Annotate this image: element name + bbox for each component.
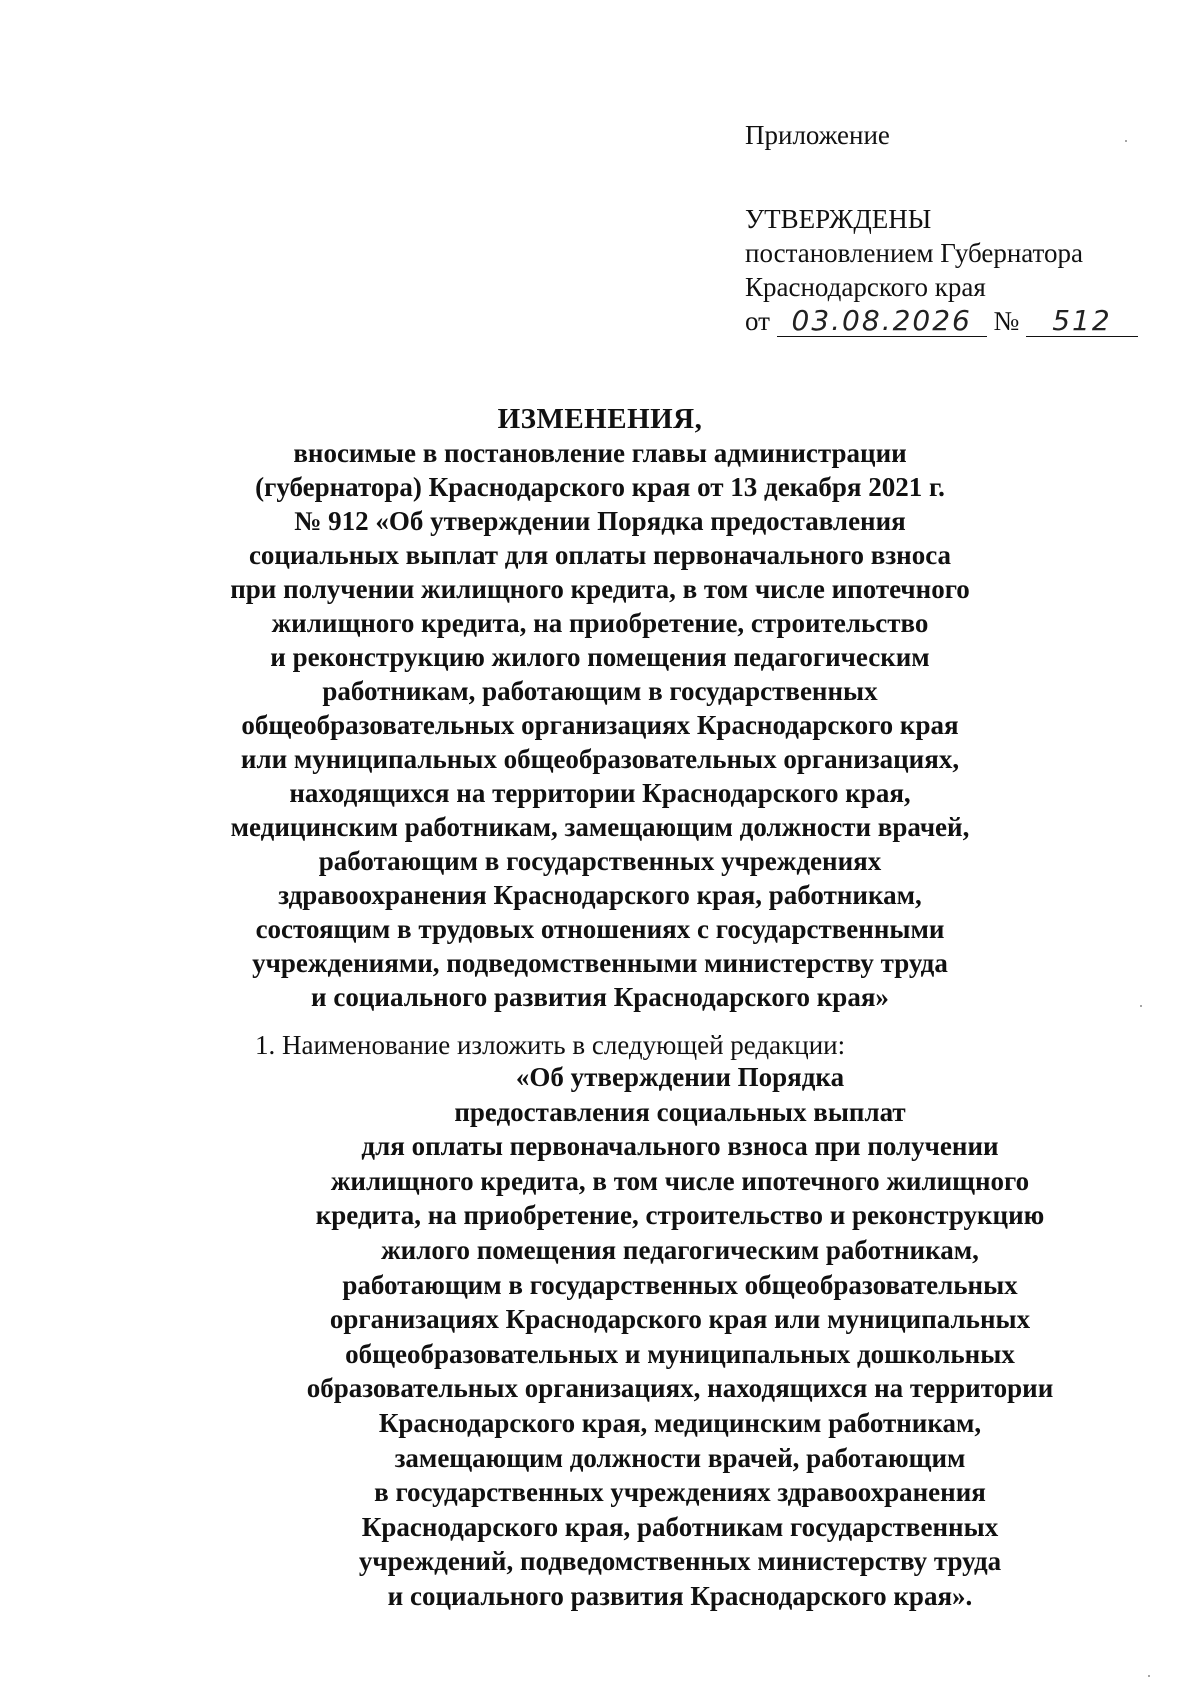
new-name-block <box>260 1060 1100 1614</box>
new-name-line: в государственных учреждениях здравоохранения <box>374 1477 986 1508</box>
new-name-line: для оплаты первоначального взноса при получении <box>361 1131 999 1162</box>
new-name-line: кредита, на приобретение, строительство и реконструкцию <box>315 1200 1045 1231</box>
number-label: № <box>993 306 1020 336</box>
approval-block <box>745 118 1165 338</box>
new-name-line: учреждений, подведомственных министерству труда <box>358 1546 1002 1577</box>
handwritten-date: 03.08.2026 <box>791 304 972 337</box>
document-title <box>200 402 1000 1014</box>
new-name-line: общеобразовательных и муниципальных дошкольных <box>345 1338 1015 1369</box>
new-name-line: Краснодарского края, работникам государственных <box>361 1511 999 1542</box>
scan-speck <box>1140 1005 1142 1007</box>
title-line: социальных выплат для оплаты первоначального взноса <box>248 540 952 570</box>
approved-region-line: Краснодарского края <box>745 272 986 302</box>
annex-label: Приложение <box>745 120 890 150</box>
approved-by-line: постановлением Губернатора <box>745 238 1083 268</box>
title-line: медицинским работникам, замещающим должности врачей, <box>230 812 970 842</box>
scan-speck <box>1148 1675 1150 1677</box>
title-line: работающим в государственных учреждениях <box>318 846 882 876</box>
title-line: работникам, работающим в государственных <box>322 676 878 706</box>
title-line: или муниципальных общеобразовательных организациях, <box>240 744 960 774</box>
new-name-line: Краснодарского края, медицинским работникам, <box>378 1407 982 1438</box>
title-line: жилищного кредита, на приобретение, строительство <box>271 608 929 638</box>
approval-date-line <box>745 304 1165 338</box>
title-line: учреждениями, подведомственными министерству труда <box>252 948 948 978</box>
title-line: состоящим в трудовых отношениях с государственными <box>255 914 945 944</box>
new-name-line: жилищного кредита, в том числе ипотечного жилищного <box>330 1165 1030 1196</box>
title-line: здравоохранения Краснодарского края, работникам, <box>278 880 922 910</box>
handwritten-number: 512 <box>1052 304 1112 337</box>
approved-label: УТВЕРЖДЕНЫ <box>745 204 932 234</box>
item-1-text: 1. Наименование изложить в следующей редакции: <box>255 1030 846 1060</box>
new-name-line: жилого помещения педагогическим работникам, <box>381 1234 979 1265</box>
title-line: при получении жилищного кредита, в том числе ипотечного <box>230 574 970 604</box>
title-line: (губернатора) Краснодарского края от 13 декабря 2021 г. <box>255 472 945 502</box>
scan-speck <box>1125 140 1127 142</box>
new-name-line: предоставления социальных выплат <box>454 1096 906 1127</box>
from-label: от <box>745 306 770 336</box>
title-line: № 912 «Об утверждении Порядка предоставления <box>294 506 906 536</box>
new-name-line: замещающим должности врачей, работающим <box>394 1442 966 1473</box>
number-field <box>1026 306 1138 337</box>
new-name-line: работающим в государственных общеобразовательных <box>342 1269 1018 1300</box>
date-field <box>777 306 987 337</box>
title-line: вносимые в постановление главы администрации <box>293 438 907 468</box>
title-line: находящихся на территории Краснодарского края, <box>289 778 911 808</box>
new-name-line: образовательных организациях, находящихся на территории <box>306 1373 1054 1404</box>
new-name-line: и социального развития Краснодарского края». <box>387 1580 973 1611</box>
title-line: и реконструкцию жилого помещения педагогическим <box>270 642 930 672</box>
new-name-line: «Об утверждении Порядка <box>515 1062 845 1092</box>
title-line: общеобразовательных организациях Краснодарского края <box>241 710 959 740</box>
title-heading: ИЗМЕНЕНИЯ, <box>497 403 703 435</box>
title-line: и социального развития Краснодарского края» <box>311 982 889 1012</box>
new-name-line: организациях Краснодарского края или муниципальных <box>329 1304 1031 1335</box>
